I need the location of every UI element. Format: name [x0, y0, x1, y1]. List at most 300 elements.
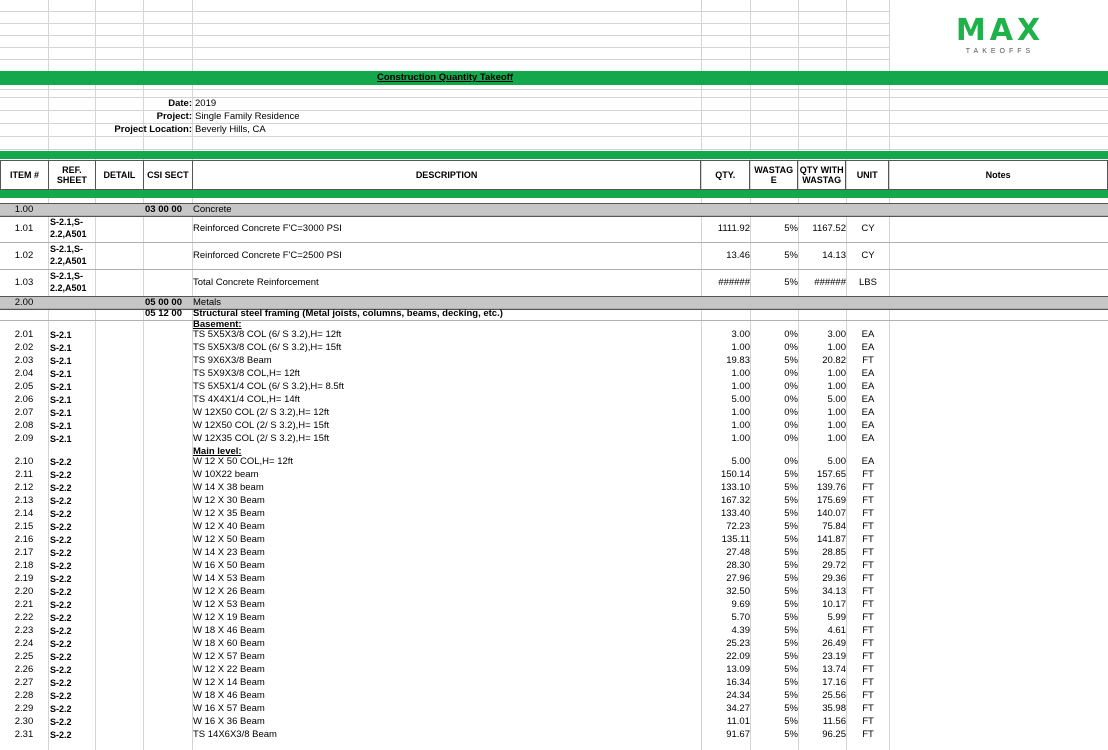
description-cell[interactable]: Reinforced Concrete F'C=2500 PSI [193, 250, 342, 261]
qty-cell[interactable]: 167.32 [720, 496, 750, 506]
description-cell[interactable]: W 12 X 22 Beam [193, 665, 265, 675]
item-number-cell[interactable]: 2.20 [14, 587, 34, 597]
table-row[interactable] [0, 269, 1108, 296]
description-cell[interactable]: TS 5X5X3/8 COL (6/ S 3.2),H= 15ft [193, 343, 342, 353]
item-number-cell[interactable]: 2.29 [14, 704, 34, 714]
qty-cell[interactable]: 19.83 [726, 356, 750, 366]
ref-sheet-cell[interactable]: S-2.2 [50, 704, 72, 714]
ref-sheet-cell[interactable]: S-2.1 [50, 395, 72, 405]
wastage-cell[interactable]: 0% [784, 457, 798, 467]
unit-cell[interactable]: FT [862, 704, 874, 714]
item-number-cell[interactable]: 2.15 [14, 522, 34, 532]
table-row[interactable] [0, 408, 1108, 421]
unit-cell[interactable]: FT [862, 678, 874, 688]
unit-cell[interactable]: FT [862, 470, 874, 480]
description-cell[interactable]: Structural steel framing (Metal joists, columns, beams, decking, etc.) [193, 308, 503, 319]
qty-cell[interactable]: 27.96 [726, 574, 750, 584]
qty-cell[interactable]: 1.00 [731, 408, 750, 418]
qty-with-wastage-cell[interactable]: 1.00 [827, 408, 846, 418]
item-number-cell[interactable]: 2.10 [14, 457, 34, 467]
qty-with-wastage-cell[interactable]: 157.65 [816, 470, 846, 480]
description-cell[interactable]: W 12X50 COL (2/ S 3.2),H= 15ft [193, 421, 330, 431]
wastage-cell[interactable]: 5% [784, 704, 798, 714]
qty-with-wastage-cell[interactable]: 13.74 [822, 665, 846, 675]
table-row[interactable] [0, 717, 1108, 730]
qty-with-wastage-cell[interactable]: 5.00 [827, 457, 846, 467]
item-number-cell[interactable]: 2.30 [14, 717, 34, 727]
table-row[interactable] [0, 600, 1108, 613]
table-row[interactable] [0, 242, 1108, 269]
wastage-cell[interactable]: 0% [784, 330, 798, 340]
grid-line [0, 35, 890, 36]
qty-with-wastage-cell[interactable]: 28.85 [822, 548, 846, 558]
description-cell[interactable]: W 12 X 35 Beam [193, 509, 265, 519]
ref-sheet-cell[interactable]: S-2.2 [50, 678, 72, 688]
ref-sheet-cell[interactable]: S-2.1 [50, 343, 72, 353]
item-number-cell[interactable]: 2.01 [14, 330, 34, 340]
table-row[interactable] [0, 574, 1108, 587]
qty-cell[interactable]: 16.34 [726, 678, 750, 688]
qty-with-wastage-cell[interactable]: 1.00 [827, 421, 846, 431]
table-row[interactable] [0, 483, 1108, 496]
header-qty-with-wastage[interactable]: QTY WITH WASTAG [798, 161, 846, 190]
item-number-cell[interactable]: 2.06 [14, 395, 34, 405]
wastage-cell[interactable]: 5% [784, 356, 798, 366]
unit-cell[interactable]: FT [862, 639, 874, 649]
item-number-cell[interactable]: 1.02 [14, 250, 34, 261]
qty-cell[interactable]: 32.50 [726, 587, 750, 597]
unit-cell[interactable]: LBS [859, 277, 877, 288]
ref-sheet-cell[interactable]: S-2.1 [50, 382, 72, 392]
unit-cell[interactable]: FT [862, 574, 874, 584]
qty-with-wastage-cell[interactable]: ###### [814, 277, 846, 288]
description-cell[interactable]: W 18 X 46 Beam [193, 626, 265, 636]
item-number-cell[interactable]: 2.12 [14, 483, 34, 493]
unit-cell[interactable]: EA [861, 395, 875, 405]
ref-sheet-cell[interactable]: S-2.2 [50, 730, 72, 740]
wastage-cell[interactable]: 5% [784, 613, 798, 623]
qty-cell[interactable]: 11.01 [726, 717, 750, 727]
project-value[interactable]: Single Family Residence [195, 111, 300, 122]
qty-cell[interactable]: 1.00 [731, 421, 750, 431]
table-row[interactable] [0, 496, 1108, 509]
qty-with-wastage-cell[interactable]: 1167.52 [812, 223, 846, 234]
qty-with-wastage-cell[interactable]: 34.13 [822, 587, 846, 597]
qty-with-wastage-cell[interactable]: 17.16 [822, 678, 846, 688]
wastage-cell[interactable]: 5% [784, 483, 798, 493]
table-row[interactable] [0, 652, 1108, 665]
description-cell[interactable]: W 12 X 19 Beam [193, 613, 265, 623]
wastage-cell[interactable]: 5% [784, 535, 798, 545]
wastage-cell[interactable]: 5% [784, 626, 798, 636]
item-number-cell[interactable]: 2.22 [14, 613, 34, 623]
wastage-cell[interactable]: 5% [784, 600, 798, 610]
table-row[interactable] [0, 613, 1108, 626]
description-cell[interactable]: W 16 X 57 Beam [193, 704, 265, 714]
description-cell[interactable]: Concrete [193, 204, 232, 215]
qty-cell[interactable]: 25.23 [726, 639, 750, 649]
csi-section-cell[interactable]: 03 00 00 [145, 204, 182, 215]
item-number-cell[interactable]: 1.03 [14, 277, 34, 288]
header-notes[interactable]: Notes [889, 161, 1108, 190]
table-row[interactable] [0, 470, 1108, 483]
description-cell[interactable]: W 14 X 38 beam [193, 483, 264, 493]
description-cell[interactable]: Metals [193, 297, 221, 308]
unit-cell[interactable]: FT [862, 522, 874, 532]
qty-cell[interactable]: 1.00 [731, 343, 750, 353]
qty-with-wastage-cell[interactable]: 141.87 [816, 535, 846, 545]
qty-cell[interactable]: 1.00 [731, 369, 750, 379]
unit-cell[interactable]: FT [862, 652, 874, 662]
qty-cell[interactable]: ###### [718, 277, 750, 288]
item-number-cell[interactable]: 2.31 [14, 730, 34, 740]
unit-cell[interactable]: FT [862, 356, 874, 366]
wastage-cell[interactable]: 5% [784, 522, 798, 532]
wastage-cell[interactable]: 5% [784, 574, 798, 584]
table-row[interactable] [0, 447, 1108, 457]
qty-cell[interactable]: 1.00 [731, 434, 750, 444]
table-row[interactable] [0, 704, 1108, 717]
description-cell[interactable]: W 18 X 46 Beam [193, 691, 265, 701]
item-number-cell[interactable]: 2.17 [14, 548, 34, 558]
wastage-cell[interactable]: 0% [784, 343, 798, 353]
qty-cell[interactable]: 5.70 [731, 613, 750, 623]
description-cell[interactable]: W 12X50 COL (2/ S 3.2),H= 12ft [193, 408, 330, 418]
table-row[interactable] [0, 356, 1108, 369]
unit-cell[interactable]: FT [862, 483, 874, 493]
header-description[interactable]: DESCRIPTION [192, 161, 700, 190]
unit-cell[interactable]: FT [862, 730, 874, 740]
ref-sheet-cell[interactable]: S-2.1,S-2.2,A501 [50, 244, 87, 266]
description-cell[interactable]: TS 5X9X3/8 COL,H= 12ft [193, 369, 300, 379]
ref-sheet-cell[interactable]: S-2.1 [50, 356, 72, 366]
table-row[interactable] [0, 215, 1108, 242]
ref-sheet-cell[interactable]: S-2.1,S-2.2,A501 [50, 271, 87, 293]
header-unit[interactable]: UNIT [846, 161, 889, 190]
table-row[interactable] [0, 320, 1108, 330]
item-number-cell[interactable]: 2.11 [15, 470, 33, 480]
item-number-cell[interactable]: 2.21 [14, 600, 34, 610]
qty-with-wastage-cell[interactable]: 1.00 [827, 434, 846, 444]
qty-with-wastage-cell[interactable]: 11.56 [822, 717, 846, 727]
unit-cell[interactable]: EA [861, 421, 875, 431]
qty-cell[interactable]: 72.23 [726, 522, 750, 532]
table-row[interactable] [0, 730, 1108, 743]
qty-with-wastage-cell[interactable]: 1.00 [827, 382, 846, 392]
ref-sheet-cell[interactable]: S-2.2 [50, 639, 72, 649]
qty-cell[interactable]: 1111.92 [717, 223, 750, 234]
unit-cell[interactable]: FT [862, 717, 874, 727]
item-number-cell[interactable]: 2.26 [14, 665, 34, 675]
header-wastage[interactable]: WASTAG E [750, 161, 798, 190]
qty-with-wastage-cell[interactable]: 14.13 [822, 250, 846, 261]
description-cell[interactable]: W 16 X 50 Beam [193, 561, 265, 571]
unit-cell[interactable]: EA [861, 343, 875, 353]
wastage-cell[interactable]: 0% [784, 369, 798, 379]
unit-cell[interactable]: CY [861, 250, 875, 261]
qty-with-wastage-cell[interactable]: 139.76 [816, 483, 846, 493]
ref-sheet-cell[interactable]: S-2.2 [50, 496, 72, 506]
description-cell[interactable]: W 12 X 14 Beam [193, 678, 265, 688]
table-row[interactable] [0, 639, 1108, 652]
qty-cell[interactable]: 5.00 [731, 395, 750, 405]
description-cell[interactable]: W 12X35 COL (2/ S 3.2),H= 15ft [193, 434, 330, 444]
description-cell[interactable]: Basement: [193, 320, 242, 330]
unit-cell[interactable]: EA [861, 382, 875, 392]
ref-sheet-cell[interactable]: S-2.1,S-2.2,A501 [50, 217, 87, 239]
ref-sheet-cell[interactable]: S-2.1 [50, 421, 72, 431]
item-number-cell[interactable]: 2.09 [14, 434, 34, 444]
unit-cell[interactable]: EA [861, 369, 875, 379]
qty-with-wastage-cell[interactable]: 23.19 [822, 652, 846, 662]
unit-cell[interactable]: EA [861, 434, 875, 444]
ref-sheet-cell[interactable]: S-2.1 [50, 408, 72, 418]
ref-sheet-cell[interactable]: S-2.2 [50, 457, 72, 467]
ref-sheet-cell[interactable]: S-2.2 [50, 574, 72, 584]
item-number-cell[interactable]: 2.19 [14, 574, 34, 584]
description-cell[interactable]: W 12 X 26 Beam [193, 587, 265, 597]
qty-cell[interactable]: 13.46 [726, 250, 750, 261]
qty-cell[interactable]: 3.00 [731, 330, 750, 340]
table-row[interactable] [0, 382, 1108, 395]
description-cell[interactable]: W 14 X 23 Beam [193, 548, 265, 558]
description-cell[interactable]: TS 14X6X3/8 Beam [193, 730, 277, 740]
header-detail[interactable]: DETAIL [95, 161, 143, 190]
qty-cell[interactable]: 133.40 [720, 509, 750, 519]
ref-sheet-cell[interactable]: S-2.2 [50, 548, 72, 558]
ref-sheet-cell[interactable]: S-2.2 [50, 509, 72, 519]
wastage-cell[interactable]: 5% [784, 250, 798, 261]
wastage-cell[interactable]: 5% [784, 223, 798, 234]
qty-cell[interactable]: 133.10 [720, 483, 750, 493]
location-value[interactable]: Beverly Hills, CA [195, 124, 266, 135]
wastage-cell[interactable]: 5% [784, 678, 798, 688]
header-qty[interactable]: QTY. [701, 161, 750, 190]
unit-cell[interactable]: EA [861, 408, 875, 418]
description-cell[interactable]: Total Concrete Reinforcement [193, 277, 319, 288]
unit-cell[interactable]: FT [862, 665, 874, 675]
description-cell[interactable]: W 16 X 36 Beam [193, 717, 265, 727]
ref-sheet-cell[interactable]: S-2.1 [50, 369, 72, 379]
ref-sheet-cell[interactable]: S-2.2 [50, 717, 72, 727]
description-cell[interactable]: W 12 X 57 Beam [193, 652, 265, 662]
qty-with-wastage-cell[interactable]: 5.99 [827, 613, 846, 623]
item-number-cell[interactable]: 1.00 [14, 204, 34, 215]
description-cell[interactable]: TS 5X5X1/4 COL (6/ S 3.2),H= 8.5ft [193, 382, 344, 392]
qty-cell[interactable]: 9.69 [731, 600, 750, 610]
qty-cell[interactable]: 5.00 [731, 457, 750, 467]
table-row[interactable] [0, 587, 1108, 600]
ref-sheet-cell[interactable]: S-2.2 [50, 613, 72, 623]
table-row[interactable] [0, 678, 1108, 691]
wastage-cell[interactable]: 5% [784, 561, 798, 571]
qty-cell[interactable]: 91.67 [726, 730, 750, 740]
wastage-cell[interactable]: 5% [784, 470, 798, 480]
csi-section-cell[interactable]: 05 12 00 [145, 308, 182, 319]
qty-cell[interactable]: 22.09 [726, 652, 750, 662]
qty-with-wastage-cell[interactable]: 1.00 [827, 343, 846, 353]
wastage-cell[interactable]: 5% [784, 730, 798, 740]
qty-with-wastage-cell[interactable]: 3.00 [827, 330, 846, 340]
description-cell[interactable]: W 12 X 50 COL,H= 12ft [193, 457, 294, 467]
wastage-cell[interactable]: 5% [784, 496, 798, 506]
ref-sheet-cell[interactable]: S-2.2 [50, 652, 72, 662]
unit-cell[interactable]: EA [861, 330, 875, 340]
wastage-cell[interactable]: 5% [784, 587, 798, 597]
description-cell[interactable]: W 10X22 beam [193, 470, 259, 480]
description-cell[interactable]: W 12 X 40 Beam [193, 522, 265, 532]
wastage-cell[interactable]: 5% [784, 548, 798, 558]
wastage-cell[interactable]: 5% [784, 691, 798, 701]
qty-cell[interactable]: 150.14 [720, 470, 750, 480]
unit-cell[interactable]: FT [862, 600, 874, 610]
qty-with-wastage-cell[interactable]: 20.82 [822, 356, 846, 366]
description-cell[interactable]: Reinforced Concrete F'C=3000 PSI [193, 223, 342, 234]
description-cell[interactable]: W 12 X 50 Beam [193, 535, 265, 545]
item-number-cell[interactable]: 2.05 [14, 382, 34, 392]
table-row[interactable] [0, 535, 1108, 548]
qty-with-wastage-cell[interactable]: 25.56 [822, 691, 846, 701]
wastage-cell[interactable]: 0% [784, 408, 798, 418]
item-number-cell[interactable]: 2.25 [14, 652, 34, 662]
qty-with-wastage-cell[interactable]: 26.49 [822, 639, 846, 649]
item-number-cell[interactable]: 2.04 [14, 369, 34, 379]
item-number-cell[interactable]: 2.03 [14, 356, 34, 366]
ref-sheet-cell[interactable]: S-2.2 [50, 587, 72, 597]
description-cell[interactable]: W 18 X 60 Beam [193, 639, 265, 649]
description-cell[interactable]: W 12 X 30 Beam [193, 496, 265, 506]
qty-with-wastage-cell[interactable]: 29.72 [822, 561, 846, 571]
qty-cell[interactable]: 27.48 [726, 548, 750, 558]
table-row[interactable] [0, 626, 1108, 639]
table-row[interactable] [0, 509, 1108, 522]
date-value[interactable]: 2019 [195, 98, 217, 109]
item-number-cell[interactable]: 2.18 [14, 561, 34, 571]
unit-cell[interactable]: FT [862, 509, 874, 519]
ref-sheet-cell[interactable]: S-2.2 [50, 470, 72, 480]
header-item[interactable]: ITEM # [1, 161, 49, 190]
table-row[interactable] [0, 308, 1108, 320]
qty-with-wastage-cell[interactable]: 35.98 [822, 704, 846, 714]
unit-cell[interactable]: FT [862, 691, 874, 701]
table-row[interactable] [0, 395, 1108, 408]
unit-cell[interactable]: FT [862, 496, 874, 506]
qty-with-wastage-cell[interactable]: 4.61 [827, 626, 846, 636]
table-row[interactable] [0, 369, 1108, 382]
item-number-cell[interactable]: 2.27 [14, 678, 34, 688]
item-number-cell[interactable]: 1.01 [14, 223, 34, 234]
ref-sheet-cell[interactable]: S-2.2 [50, 600, 72, 610]
header-csi-sect[interactable]: CSI SECT [143, 161, 192, 190]
qty-cell[interactable]: 1.00 [731, 382, 750, 392]
table-row[interactable] [0, 343, 1108, 356]
qty-with-wastage-cell[interactable]: 96.25 [822, 730, 846, 740]
item-number-cell[interactable]: 2.00 [14, 297, 34, 308]
unit-cell[interactable]: FT [862, 561, 874, 571]
qty-with-wastage-cell[interactable]: 75.84 [822, 522, 846, 532]
description-cell[interactable]: TS 9X6X3/8 Beam [193, 356, 272, 366]
unit-cell[interactable]: EA [861, 457, 875, 467]
unit-cell[interactable]: FT [862, 535, 874, 545]
ref-sheet-cell[interactable]: S-2.2 [50, 535, 72, 545]
description-cell[interactable]: TS 4X4X1/4 COL,H= 14ft [193, 395, 300, 405]
wastage-cell[interactable]: 5% [784, 717, 798, 727]
qty-with-wastage-cell[interactable]: 1.00 [827, 369, 846, 379]
unit-cell[interactable]: FT [862, 587, 874, 597]
item-number-cell[interactable]: 2.13 [14, 496, 34, 506]
unit-cell[interactable]: FT [862, 626, 874, 636]
unit-cell[interactable]: CY [861, 223, 875, 234]
wastage-cell[interactable]: 5% [784, 509, 798, 519]
wastage-cell[interactable]: 5% [784, 277, 798, 288]
ref-sheet-cell[interactable]: S-2.2 [50, 691, 72, 701]
qty-cell[interactable]: 28.30 [726, 561, 750, 571]
qty-cell[interactable]: 135.11 [721, 535, 750, 545]
item-number-cell[interactable]: 2.24 [14, 639, 34, 649]
qty-with-wastage-cell[interactable]: 5.00 [827, 395, 846, 405]
item-number-cell[interactable]: 2.08 [14, 421, 34, 431]
wastage-cell[interactable]: 5% [784, 639, 798, 649]
ref-sheet-cell[interactable]: S-2.2 [50, 522, 72, 532]
description-cell[interactable]: W 14 X 53 Beam [193, 574, 265, 584]
ref-sheet-cell[interactable]: S-2.2 [50, 626, 72, 636]
header-ref-sheet[interactable]: REF. SHEET [48, 161, 95, 190]
item-number-cell[interactable]: 2.16 [14, 535, 34, 545]
unit-cell[interactable]: FT [862, 548, 874, 558]
item-number-cell[interactable]: 2.23 [14, 626, 34, 636]
table-row[interactable] [0, 457, 1108, 470]
wastage-cell[interactable]: 5% [784, 652, 798, 662]
qty-with-wastage-cell[interactable]: 140.07 [816, 509, 846, 519]
item-number-cell[interactable]: 2.02 [14, 343, 34, 353]
ref-sheet-cell[interactable]: S-2.2 [50, 561, 72, 571]
wastage-cell[interactable]: 5% [784, 665, 798, 675]
qty-cell[interactable]: 4.39 [731, 626, 750, 636]
ref-sheet-cell[interactable]: S-2.2 [50, 665, 72, 675]
table-row[interactable] [0, 421, 1108, 434]
qty-with-wastage-cell[interactable]: 29.36 [822, 574, 846, 584]
table-row[interactable] [0, 691, 1108, 704]
qty-cell[interactable]: 13.09 [726, 665, 750, 675]
ref-sheet-cell[interactable]: S-2.1 [50, 434, 72, 444]
description-cell[interactable]: W 12 X 53 Beam [193, 600, 265, 610]
description-cell[interactable]: Main level: [193, 447, 242, 457]
item-number-cell[interactable]: 2.07 [14, 408, 34, 418]
wastage-cell[interactable]: 0% [784, 434, 798, 444]
table-row[interactable] [0, 561, 1108, 574]
qty-with-wastage-cell[interactable]: 175.69 [816, 496, 846, 506]
table-row[interactable] [0, 330, 1108, 343]
qty-with-wastage-cell[interactable]: 10.17 [822, 600, 846, 610]
table-row[interactable] [0, 522, 1108, 535]
wastage-cell[interactable]: 0% [784, 395, 798, 405]
ref-sheet-cell[interactable]: S-2.2 [50, 483, 72, 493]
item-number-cell[interactable]: 2.14 [14, 509, 34, 519]
description-cell[interactable]: TS 5X5X3/8 COL (6/ S 3.2),H= 12ft [193, 330, 342, 340]
ref-sheet-cell[interactable]: S-2.1 [50, 330, 72, 340]
csi-section-cell[interactable]: 05 00 00 [145, 297, 182, 308]
table-row[interactable] [0, 434, 1108, 447]
qty-cell[interactable]: 24.34 [726, 691, 750, 701]
wastage-cell[interactable]: 0% [784, 382, 798, 392]
qty-cell[interactable]: 34.27 [726, 704, 750, 714]
item-number-cell[interactable]: 2.28 [14, 691, 34, 701]
wastage-cell[interactable]: 0% [784, 421, 798, 431]
table-row[interactable] [0, 665, 1108, 678]
unit-cell[interactable]: FT [862, 613, 874, 623]
table-row[interactable] [0, 548, 1108, 561]
logo-subtext: TAKEOFFS [965, 48, 1035, 55]
